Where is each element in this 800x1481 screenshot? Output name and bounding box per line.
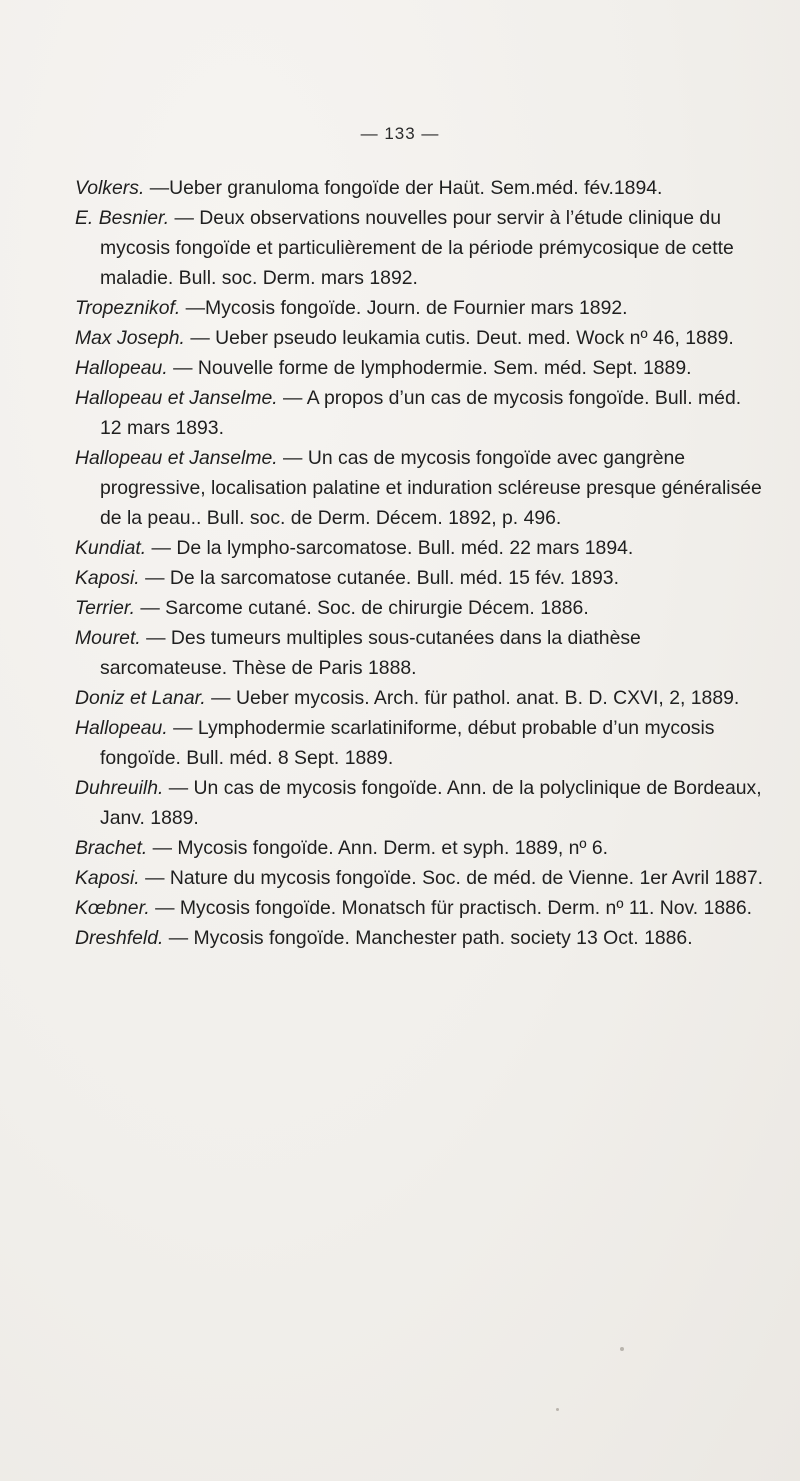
reference-text: — Ueber pseudo leukamia cutis. Deut. med. Wock nº 46, 1889.: [184, 327, 734, 349]
paper-speck: [556, 1408, 559, 1411]
reference-entry: [75, 353, 765, 383]
reference-text: — De la lympho-sarcomatose. Bull. méd. 22 mars 1894.: [146, 537, 634, 559]
reference-list: [75, 173, 765, 953]
reference-author: Brachet.: [75, 837, 148, 859]
reference-text: — Mycosis fongoïde. Monatsch für practisch. Derm. nº 11. Nov. 1886.: [149, 897, 753, 919]
reference-author: Hallopeau et Janselme.: [75, 447, 278, 469]
reference-author: Dreshfeld.: [75, 927, 164, 949]
reference-text: — Des tumeurs multiples sous-cutanées dans la diathèse sarcomateuse. Thèse de Paris 1888.: [100, 627, 641, 679]
reference-author: E. Besnier.: [75, 207, 170, 229]
reference-author: Kaposi.: [75, 867, 140, 889]
reference-entry: [75, 893, 765, 923]
reference-entry: [75, 323, 765, 353]
reference-text: —Ueber granuloma fongoïde der Haüt. Sem.méd. fév.1894.: [144, 177, 663, 199]
reference-text: — Mycosis fongoïde. Manchester path. society 13 Oct. 1886.: [163, 927, 693, 949]
reference-entry: [75, 293, 765, 323]
reference-entry: [75, 533, 765, 563]
reference-author: Duhreuilh.: [75, 777, 164, 799]
reference-text: — De la sarcomatose cutanée. Bull. méd. 15 fév. 1893.: [139, 567, 619, 589]
reference-entry: [75, 833, 765, 863]
reference-text: — A propos d’un cas de mycosis fongoïde. Bull. méd. 12 mars 1893.: [100, 387, 742, 439]
reference-text: — Sarcome cutané. Soc. de chirurgie Décem. 1886.: [134, 597, 589, 619]
reference-entry: [75, 713, 765, 773]
reference-entry: [75, 443, 765, 533]
reference-author: Doniz et Lanar.: [75, 687, 206, 709]
reference-author: Terrier.: [75, 597, 135, 619]
reference-text: — Un cas de mycosis fongoïde. Ann. de la polyclinique de Bordeaux, Janv. 1889.: [100, 777, 762, 829]
reference-entry: [75, 623, 765, 683]
reference-text: — Mycosis fongoïde. Ann. Derm. et syph. 1889, nº 6.: [147, 837, 609, 859]
reference-author: Kundiat.: [75, 537, 147, 559]
reference-text: — Nouvelle forme de lymphodermie. Sem. méd. Sept. 1889.: [167, 357, 692, 379]
reference-entry: [75, 593, 765, 623]
reference-entry: [75, 563, 765, 593]
paper-speck: [620, 1347, 624, 1351]
reference-entry: [75, 203, 765, 293]
reference-entry: [75, 683, 765, 713]
reference-entry: [75, 383, 765, 443]
reference-author: Mouret.: [75, 627, 141, 649]
reference-text: — Nature du mycosis fongoïde. Soc. de méd. de Vienne. 1er Avril 1887.: [139, 867, 764, 889]
reference-text: —Mycosis fongoïde. Journ. de Fournier mars 1892.: [180, 297, 628, 319]
reference-text: — Un cas de mycosis fongoïde avec gangrène progressive, localisation palatine et induration scléreuse presque généralisée de la peau.. Bull. soc. de Derm. Décem. 1892, p. 496.: [100, 447, 762, 529]
reference-author: Tropeznikof.: [75, 297, 181, 319]
reference-author: Kœbner.: [75, 897, 150, 919]
reference-entry: [75, 773, 765, 833]
reference-author: Hallopeau.: [75, 717, 168, 739]
reference-author: Max Joseph.: [75, 327, 185, 349]
reference-text: — Lymphodermie scarlatiniforme, début probable d’un mycosis fongoïde. Bull. méd. 8 Sept. 1889.: [100, 717, 715, 769]
reference-author: Kaposi.: [75, 567, 140, 589]
reference-entry: [75, 863, 765, 893]
reference-text: — Deux observations nouvelles pour servir à l’étude clinique du mycosis fongoïde et particulièrement de la période prémycosique de cette maladie. Bull. soc. Derm. mars 1892.: [100, 207, 734, 289]
page-number: — 133 —: [360, 124, 440, 143]
reference-author: Hallopeau et Janselme.: [75, 387, 278, 409]
reference-entry: [75, 923, 765, 953]
reference-author: Hallopeau.: [75, 357, 168, 379]
reference-author: Volkers.: [75, 177, 145, 199]
reference-text: — Ueber mycosis. Arch. für pathol. anat. B. D. CXVI, 2, 1889.: [205, 687, 740, 709]
reference-entry: [75, 173, 765, 203]
